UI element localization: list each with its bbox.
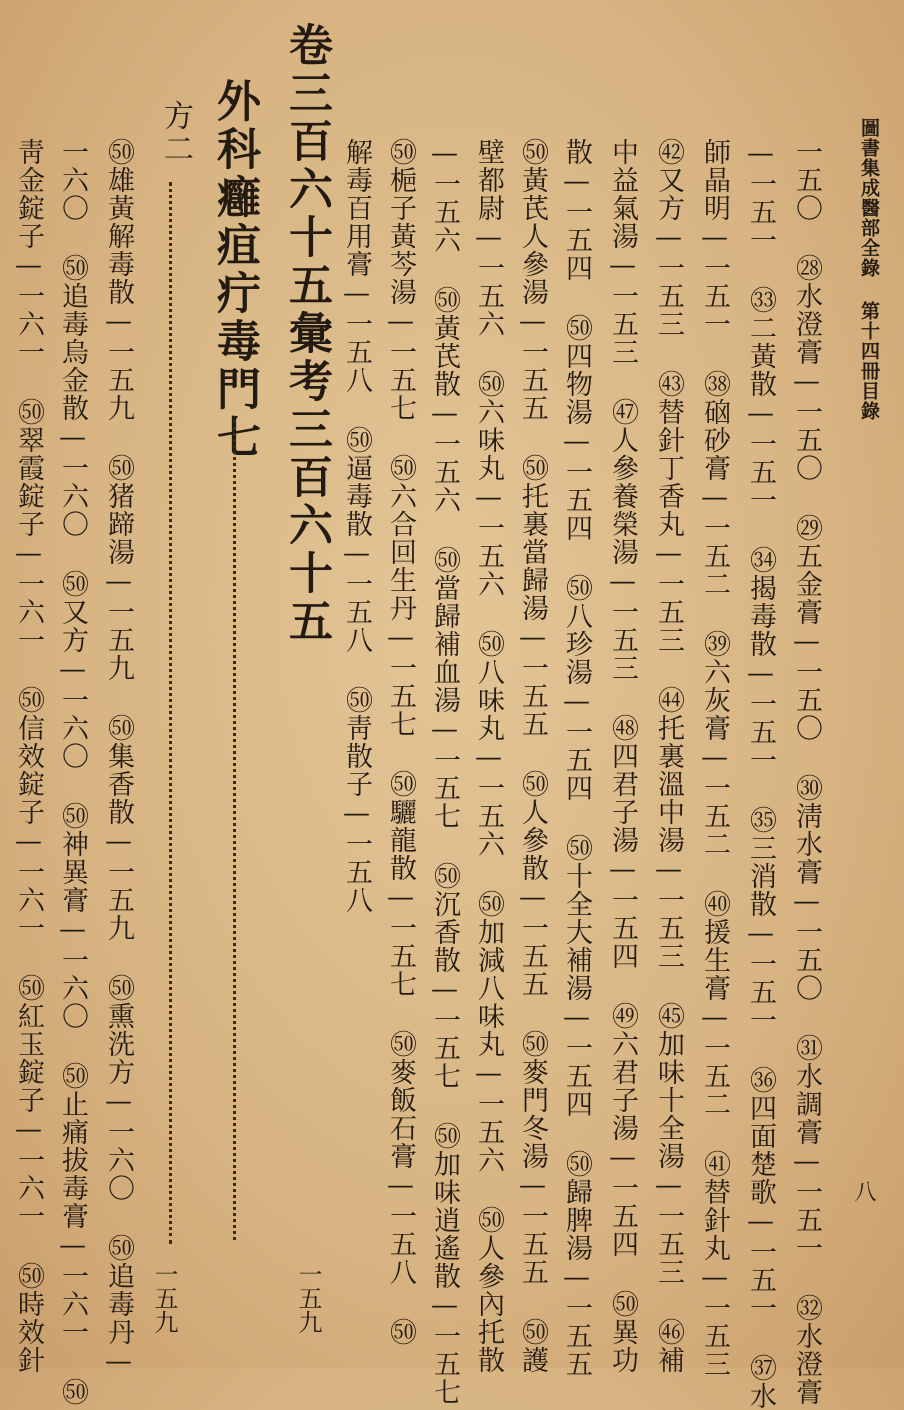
toc-column: —一五一 ㉝二黃散—一五一 ㉞揭毒散—一五一 ㉟三消散—一五一 ㊱四面楚歌—一五一 ㊲水 — [745, 138, 776, 1410]
page-number: 八 — [851, 1180, 876, 1202]
toc-column: 一六〇 ㊿追毒烏金散—一六〇 ㊿又方—一六〇 ㊿神異膏—一六〇 ㊿止痛拔毒膏—一六一 ㊿ — [57, 138, 88, 1406]
subsection-heading: 方二 — [158, 100, 193, 166]
juan-heading: 卷三百六十五彙考三百六十五 — [281, 22, 332, 646]
toc-column: —一五六 ㊿黃芪散—一五六 ㊿當歸補血湯—一五七 ㊿沉香散—一五七 ㊿加味逍遙散—一五七 — [429, 138, 460, 1406]
toc-column: 壁都尉—一五六 ㊿六味丸—一五六 ㊿八味丸—一五六 ㊿加減八味丸—一五六 ㊿人參內托散 — [473, 138, 504, 1374]
toc-column: ㊿雄黃解毒散—一五九 ㊿猪蹄湯—一五九 ㊿集香散—一五九 ㊿熏洗方—一六〇 ㊿追毒丹— — [103, 138, 134, 1378]
section-heading: 外科癰疽疔毒門七 — [209, 78, 260, 462]
fang-page: 一五九 — [150, 1262, 178, 1334]
toc-column: 解毒百用膏—一五八 ㊿逼毒散—一五八 ㊿靑散子—一五八 — [341, 138, 372, 914]
toc-column: ㊷又方—一五三 ㊸替針丁香丸—一五三 ㊹托裏溫中湯—一五三 ㊺加味十全湯—一五三 ㊻補 — [653, 138, 684, 1374]
page-header: 圖書集成醫部全錄 第十四冊目錄 — [858, 118, 880, 421]
toc-column: ㊿梔子黃芩湯—一五七 ㊿六合回生丹—一五七 ㊿驪龍散—一五七 ㊿麥飯石膏—一五八 ㊿ — [385, 138, 416, 1346]
toc-column: ㊿黃芪人參湯—一五五 ㊿托裏當歸湯—一五五 ㊿人參散—一五五 ㊿麥門冬湯—一五五 ㊿護 — [517, 138, 548, 1374]
toc-column: 靑金錠子—一六一 ㊿翠霞錠子—一六一 ㊿信效錠子—一六一 ㊿紅玉錠子—一六一 ㊿時效針 — [13, 138, 44, 1374]
juan-page: 一五九 — [294, 1262, 322, 1334]
toc-column: 一五〇 ㉘水澄膏—一五〇 ㉙五金膏—一五〇 ㉚淸水膏—一五〇 ㉛水調膏—一五一 ㉜水澄膏 — [791, 138, 822, 1406]
toc-column: 散—一五四 ㊿四物湯—一五四 ㊿八珍湯—一五四 ㊿十全大補湯—一五四 ㊿歸脾湯—一五五 — [561, 138, 592, 1378]
leader-dots — [233, 420, 236, 1240]
leader-dots — [169, 182, 172, 1244]
toc-column: 中益氣湯—一五三 ㊼人參養榮湯—一五三 ㊽四君子湯—一五四 ㊾六君子湯—一五四 ㊿異功 — [607, 138, 638, 1374]
toc-column: 師晶明—一五一 ㊳硇砂膏—一五二 ㊴六灰膏—一五二 ㊵援生膏—一五二 ㊶替針丸—一五三 — [699, 138, 730, 1378]
